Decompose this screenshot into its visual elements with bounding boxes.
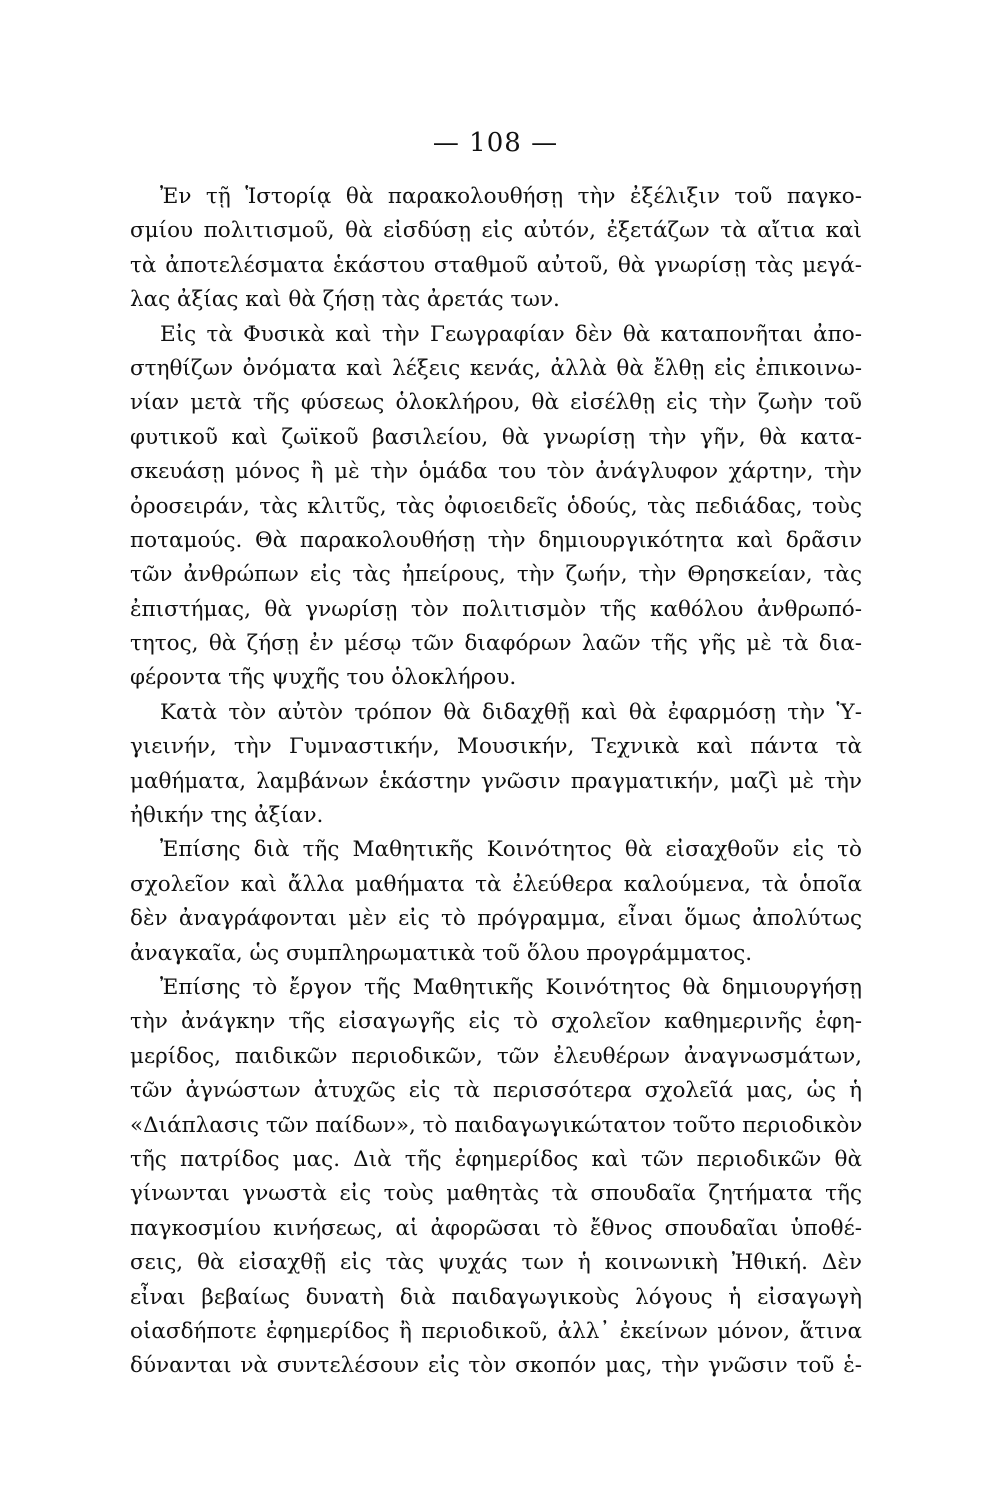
text-line: λας ἀξίας καὶ θὰ ζήσῃ τὰς ἀρετάς των.	[130, 287, 560, 313]
text-line: ἠθικήν της ἀξίαν.	[130, 803, 324, 829]
text-line: γιεινήν, τὴν Γυμναστικήν, Μουσικήν, Τεχνικὰ καὶ πάντα τὰ	[130, 734, 862, 760]
text-line: ποταμούς. Θὰ παρακολουθήσῃ τὴν δημιουργικότητα καὶ δρᾶσιν	[130, 527, 862, 553]
text-line: δύνανται νὰ συντελέσουν εἰς τὸν σκοπόν μας, τὴν γνῶσιν τοῦ ἑ-	[130, 1353, 862, 1379]
text-line: φυτικοῦ καὶ ζωϊκοῦ βασιλείου, θὰ γνωρίσῃ τὴν γῆν, θὰ κατα-	[130, 424, 862, 450]
text-line: σκευάσῃ μόνος ἢ μὲ τὴν ὁμάδα του τὸν ἀνάγλυφον χάρτην, τὴν	[130, 459, 862, 485]
text-line: σχολεῖον καὶ ἄλλα μαθήματα τὰ ἐλεύθερα καλούμενα, τὰ ὁποῖα	[130, 871, 862, 897]
text-line: Ἐπίσης τὸ ἔργον τῆς Μαθητικῆς Κοινότητος θὰ δημιουργήσῃ	[160, 974, 862, 1000]
text-line: τὰ ἀποτελέσματα ἑκάστου σταθμοῦ αὐτοῦ, θὰ γνωρίσῃ τὰς μεγά-	[130, 252, 862, 278]
text-line: νίαν μετὰ τῆς φύσεως ὁλοκλήρου, θὰ εἰσέλθῃ εἰς τὴν ζωὴν τοῦ	[130, 390, 862, 416]
text-line: Εἰς τὰ Φυσικὰ καὶ τὴν Γεωγραφίαν δὲν θὰ καταπονῆται ἀπο-	[160, 321, 862, 347]
text-line: Ἐν τῇ Ἱστορίᾳ θὰ παρακολουθήσῃ τὴν ἐξέλιξιν τοῦ παγκο-	[160, 184, 862, 209]
text-line: μαθήματα, λαμβάνων ἑκάστην γνῶσιν πραγματικήν, μαζὶ μὲ τὴν	[130, 768, 862, 794]
body-text	[130, 180, 862, 1384]
text-line: ἐπιστήμας, θὰ γνωρίσῃ τὸν πολιτισμὸν τῆς καθόλου ἀνθρωπό-	[130, 596, 862, 622]
text-line: σμίου πολιτισμοῦ, θὰ εἰσδύσῃ εἰς αὐτόν, ἐξετάζων τὰ αἴτια καὶ	[130, 218, 862, 244]
text-line: σεις, θὰ εἰσαχθῇ εἰς τὰς ψυχάς των ἡ κοινωνικὴ Ἠθική. Δὲν	[130, 1250, 862, 1276]
text-line: ἀναγκαῖα, ὡς συμπληρωματικὰ τοῦ ὅλου προγράμματος.	[130, 940, 753, 966]
text-line: τητος, θὰ ζήσῃ ἐν μέσῳ τῶν διαφόρων λαῶν τῆς γῆς μὲ τὰ δια-	[130, 631, 862, 657]
text-line: τῶν ἀγνώστων ἀτυχῶς εἰς τὰ περισσότερα σχολεῖά μας, ὡς ἡ	[130, 1078, 862, 1104]
text-line: οἱασδήποτε ἐφημερίδος ἢ περιοδικοῦ, ἀλλ᾽ ἐκείνων μόνον, ἅτινα	[130, 1318, 862, 1344]
text-line: παγκοσμίου κινήσεως, αἱ ἀφορῶσαι τὸ ἔθνος σπουδαῖαι ὑποθέ-	[130, 1215, 862, 1241]
text-line: γίνωνται γνωστὰ εἰς τοὺς μαθητὰς τὰ σπουδαῖα ζητήματα τῆς	[130, 1181, 862, 1207]
text-line: στηθίζων ὀνόματα καὶ λέξεις κενάς, ἀλλὰ θὰ ἔλθῃ εἰς ἐπικοινω-	[130, 355, 862, 381]
text-line: εἶναι βεβαίως δυνατὴ διὰ παιδαγωγικοὺς λόγους ἡ εἰσαγωγὴ	[130, 1284, 862, 1310]
text-line: ὀροσειράν, τὰς κλιτῦς, τὰς ὀφιοειδεῖς ὁδούς, τὰς πεδιάδας, τοὺς	[130, 493, 862, 519]
text-line: Κατὰ τὸν αὐτὸν τρόπον θὰ διδαχθῇ καὶ θὰ ἐφαρμόσῃ τὴν Ὑ-	[160, 699, 862, 725]
text-line: μερίδος, παιδικῶν περιοδικῶν, τῶν ἐλευθέρων ἀναγνωσμάτων,	[130, 1043, 862, 1069]
text-line: δὲν ἀναγράφονται μὲν εἰς τὸ πρόγραμμα, εἶναι ὅμως ἀπολύτως	[130, 906, 862, 932]
text-line: φέροντα τῆς ψυχῆς του ὁλοκλήρου.	[130, 665, 517, 691]
text-line: τὴν ἀνάγκην τῆς εἰσαγωγῆς εἰς τὸ σχολεῖον καθημερινῆς ἐφη-	[130, 1009, 862, 1035]
text-line: τῆς πατρίδος μας. Διὰ τῆς ἐφημερίδος καὶ τῶν περιοδικῶν θὰ	[130, 1146, 862, 1172]
text-line: «Διάπλασις τῶν παίδων», τὸ παιδαγωγικώτατον τοῦτο περιοδικὸν	[130, 1112, 863, 1138]
text-line: Ἐπίσης διὰ τῆς Μαθητικῆς Κοινότητος θὰ εἰσαχθοῦν εἰς τὸ	[160, 837, 862, 863]
text-line: τῶν ἀνθρώπων εἰς τὰς ἠπείρους, τὴν ζωήν, τὴν Θρησκείαν, τὰς	[130, 562, 862, 588]
page-number: — 108 —	[432, 128, 559, 158]
